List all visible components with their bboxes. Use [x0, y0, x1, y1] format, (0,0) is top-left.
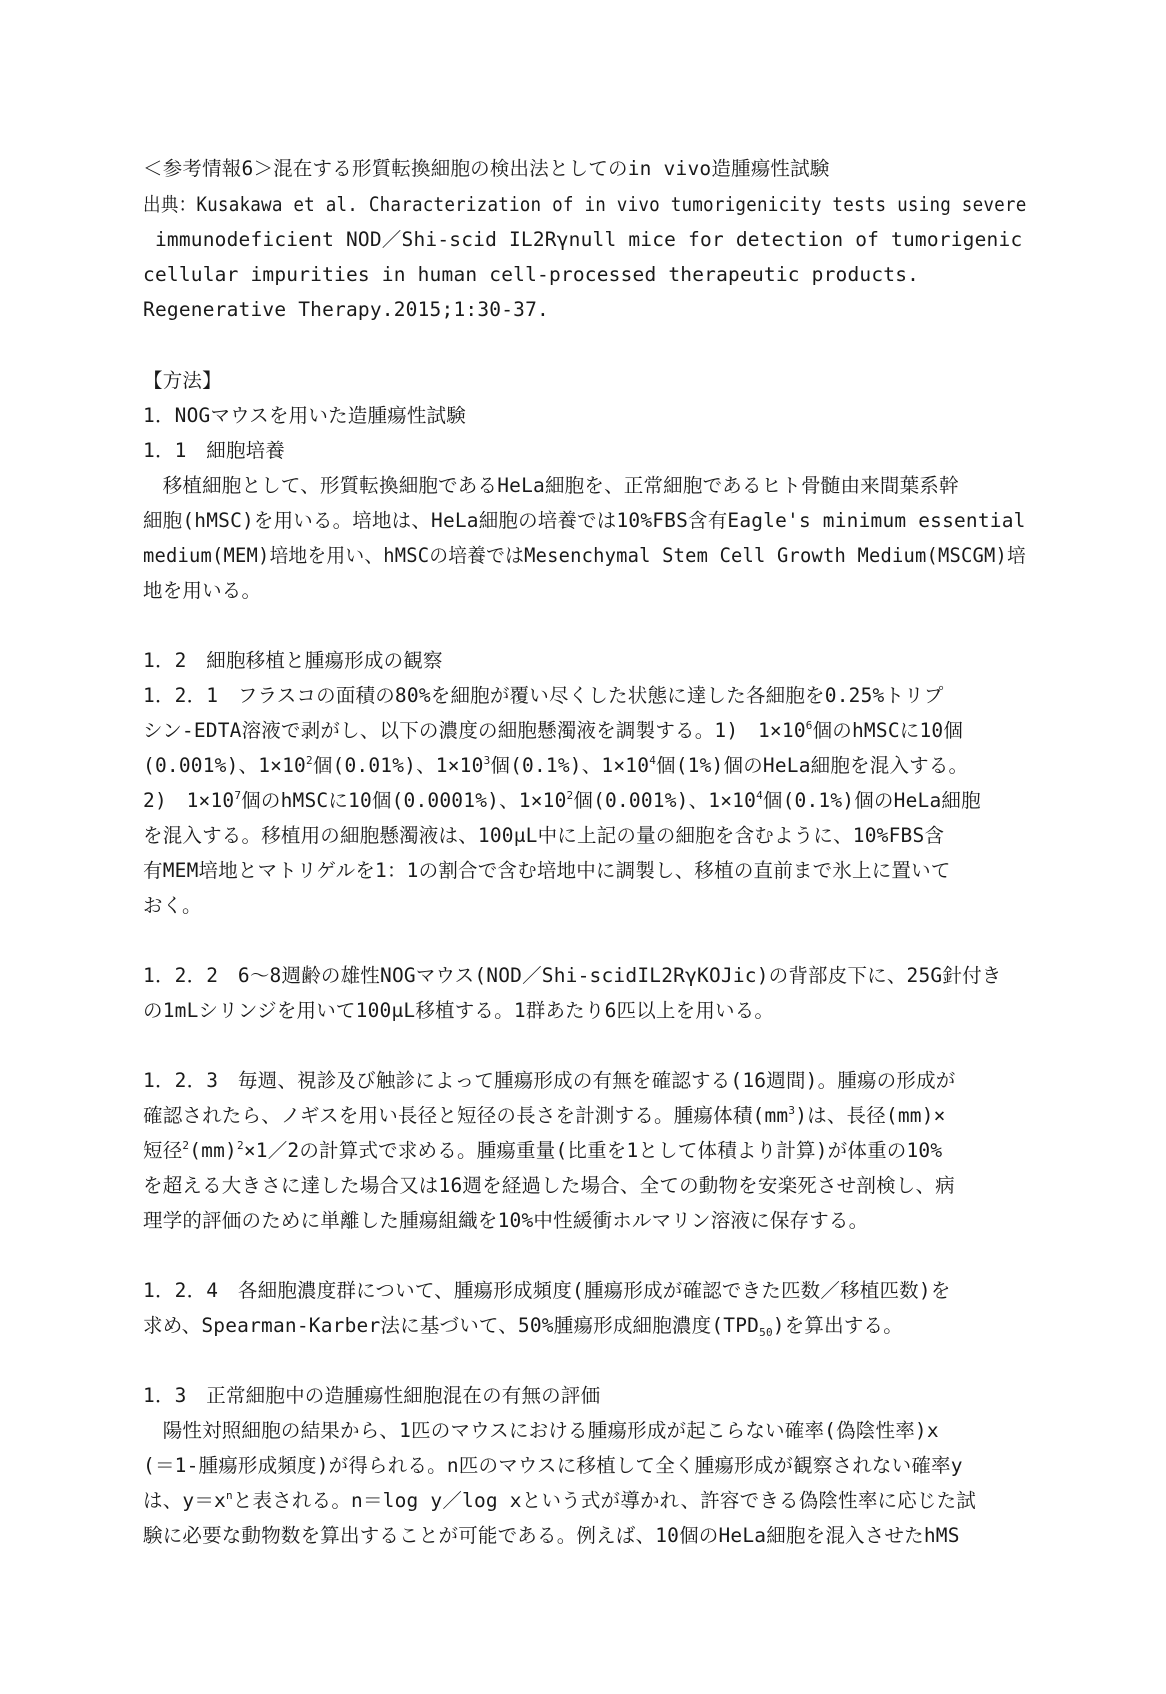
- source-citation-line: cellular impurities in human cell-processed therapeutic products.: [143, 263, 920, 286]
- section-1-3-heading: 1．3 正常細胞中の造腫瘍性細胞混在の有無の評価: [143, 1384, 601, 1407]
- source-citation-line: Regenerative Therapy.2015;1:30-37.: [143, 298, 549, 321]
- paragraph-line: 1．2．3 毎週、視診及び触診によって腫瘍形成の有無を確認する(16週間)。腫瘍の形成が: [143, 1069, 956, 1092]
- superscript: 6: [805, 719, 813, 732]
- superscript: 2: [305, 754, 313, 767]
- paragraph-line: 細胞(hMSC)を用いる。培地は、HeLa細胞の培養では10%FBS含有Eagle's minimum essential: [143, 509, 1026, 532]
- method-heading: 【方法】: [143, 369, 222, 392]
- paragraph-line: 短径$^2$(mm)$^2$×1／2の計算式で求める。腫瘍重量(比重を1として体積より計算)が体重の10%: [143, 1139, 943, 1162]
- subscript: 50: [759, 1326, 773, 1339]
- source-citation-line: 出典：Kusakawa et al. Characterization of in vivo tumorigenicity tests using severe: [143, 193, 1027, 216]
- paragraph-line: 1．2．4 各細胞濃度群について、腫瘍形成頻度(腫瘍形成が確認できた匹数／移植匹数)を: [143, 1279, 951, 1302]
- paragraph-line: は、$y=x^n$と表される。n＝log y／log xという式が導かれ、許容できる偽陰性率に応じた試: [143, 1489, 977, 1512]
- paragraph-line: おく。: [143, 894, 202, 917]
- paragraph-line: (0.001%)、$1\times 10^2$個(0.01%)、$1\times 10^3$個(0.1%)、$1\times 10^4$個(1%)個のHeLa細胞を混入する。: [143, 754, 969, 777]
- paragraph-line: 験に必要な動物数を算出することが可能である。例えば、10個のHeLa細胞を混入させたhMS: [143, 1524, 960, 1547]
- superscript: n: [225, 1489, 233, 1502]
- source-citation-line: immunodeficient NOD／Shi-scid IL2Rγnull mice for detection of tumorigenic: [143, 228, 1023, 251]
- superscript: 7: [234, 789, 242, 802]
- paragraph-line: を超える大きさに達した場合又は16週を経過した場合、全ての動物を安楽死させ剖検し、病: [143, 1174, 955, 1197]
- paragraph-line: 移植細胞として、形質転換細胞であるHeLa細胞を、正常細胞であるヒト骨髄由来間葉系幹: [143, 474, 959, 497]
- section-1-2-heading: 1．2 細胞移植と腫瘍形成の観察: [143, 649, 443, 672]
- paragraph-line: を混入する。移植用の細胞懸濁液は、100μL中に上記の量の細胞を含むように、10%FBS含: [143, 824, 945, 847]
- section-1-heading: 1．NOGマウスを用いた造腫瘍性試験: [143, 404, 466, 427]
- paragraph-line: 有MEM培地とマトリゲルを1：1の割合で含む培地中に調製し、移植の直前まで氷上に置いて: [143, 859, 951, 882]
- superscript: 2: [182, 1139, 190, 1152]
- superscript: 2: [237, 1139, 244, 1152]
- paragraph-line: 理学的評価のために単離した腫瘍組織を10%中性緩衝ホルマリン溶液に保存する。: [143, 1209, 869, 1232]
- superscript: 4: [649, 754, 657, 767]
- paragraph-line: 1．2．1 フラスコの面積の80%を細胞が覆い尽くした状態に達した各細胞を0.25%トリプ: [143, 684, 944, 707]
- superscript: 4: [756, 789, 763, 802]
- paragraph-line: 1．2．2 6～8週齢の雄性NOGマウス(NOD／Shi-scidIL2RγKOJic)の背部皮下に、25G針付き: [143, 964, 1002, 987]
- paragraph-line: 地を用いる。: [143, 579, 262, 602]
- superscript: 3: [788, 1104, 796, 1117]
- superscript: 2: [566, 789, 574, 802]
- paragraph-line: 確認されたら、ノギスを用い長径と短径の長さを計測する。腫瘍体積$(mm^3)$は、長径(mm)×: [143, 1104, 946, 1127]
- superscript: 3: [483, 754, 491, 767]
- paragraph-line: の1mLシリンジを用いて100μL移植する。1群あたり6匹以上を用いる。: [143, 999, 775, 1022]
- section-1-1-heading: 1．1 細胞培養: [143, 439, 286, 462]
- document-title: ＜参考情報6＞混在する形質転換細胞の検出法としてのin vivo造腫瘍性試験: [143, 157, 830, 180]
- paragraph-line: 2) $1\times 10^7$個のhMSCに10個(0.0001%)、$1\times 10^2$個(0.001%)、$1\times 10^4$個(0.1%)個のHeLa細胞: [143, 789, 981, 812]
- paragraph-line: 求め、Spearman-Karber法に基づいて、50%腫瘍形成細胞濃度$(TPD_{50})$を算出する。: [143, 1314, 903, 1339]
- paragraph-line: シン-EDTA溶液で剥がし、以下の濃度の細胞懸濁液を調製する。1) $1\times 10^6$個のhMSCに10個: [143, 719, 964, 742]
- paragraph-line: 陽性対照細胞の結果から、1匹のマウスにおける腫瘍形成が起こらない確率(偽陰性率)x: [143, 1419, 939, 1442]
- paragraph-line: (＝1-腫瘍形成頻度)が得られる。n匹のマウスに移植して全く腫瘍形成が観察されない確率y: [143, 1454, 963, 1477]
- paragraph-line: medium(MEM)培地を用い、hMSCの培養ではMesenchymal Stem Cell Growth Medium(MSCGM)培: [143, 544, 1026, 567]
